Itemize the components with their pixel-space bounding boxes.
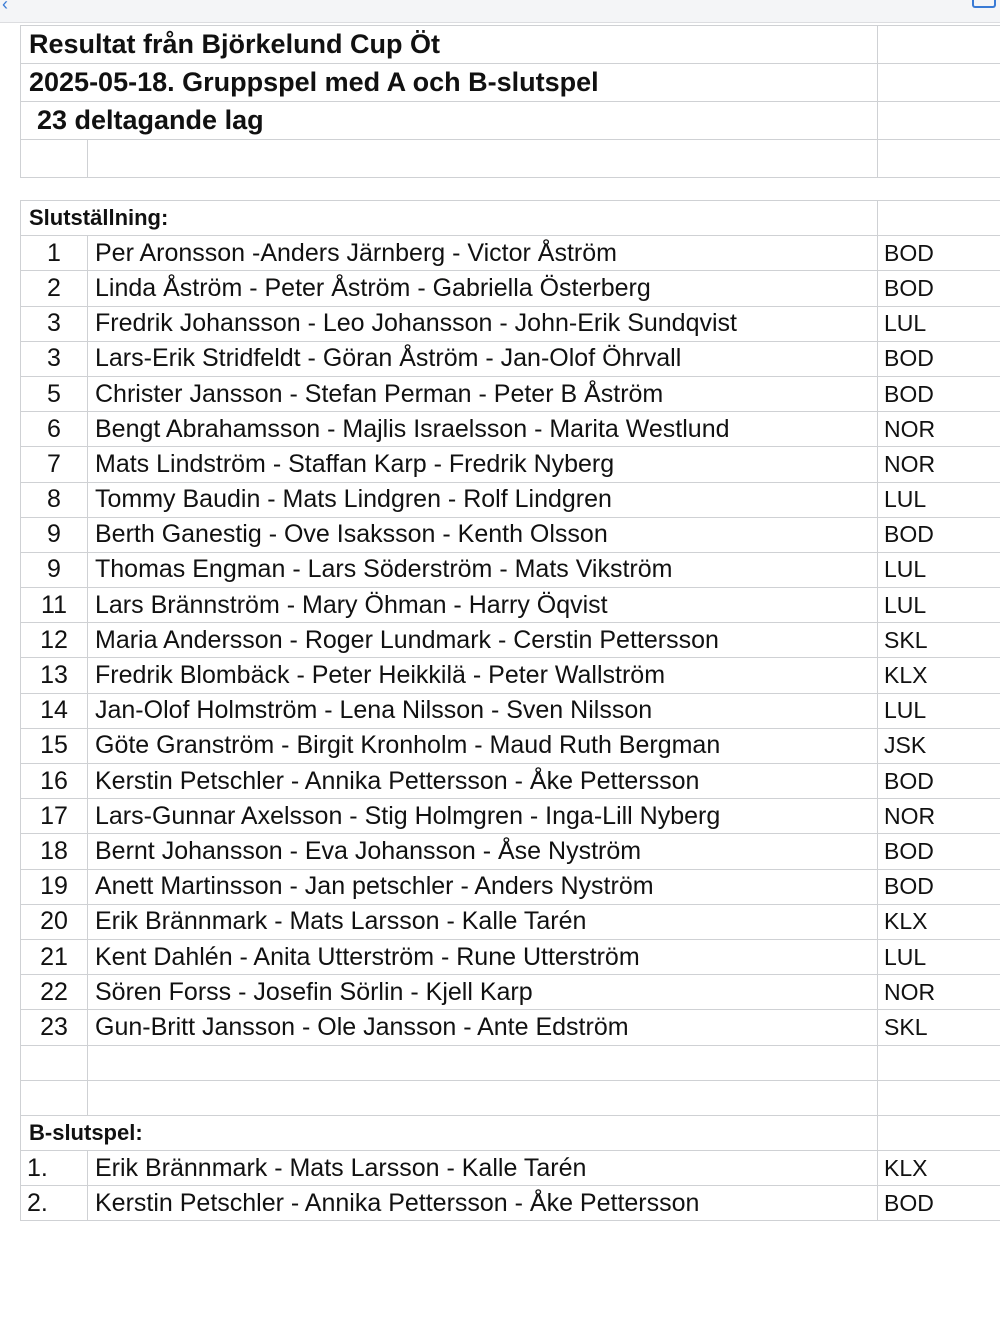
table-row [21, 412, 1000, 447]
place-cell: 14 [21, 693, 88, 728]
empty-row [21, 1080, 1000, 1115]
team-cell: Kerstin Petschler - Annika Pettersson - Åke Pettersson [88, 1186, 878, 1221]
table-row [21, 447, 1000, 482]
empty-row [21, 1045, 1000, 1080]
table-row [21, 975, 1000, 1010]
place-cell: 3 [21, 341, 88, 376]
team-cell: Mats Lindström - Staffan Karp - Fredrik Nyberg [88, 447, 878, 482]
team-cell: Berth Ganestig - Ove Isaksson - Kenth Olsson [88, 517, 878, 552]
club-cell: BOD [878, 517, 1000, 552]
team-cell: Bernt Johansson - Eva Johansson - Åse Nyström [88, 834, 878, 869]
club-cell: LUL [878, 939, 1000, 974]
table-row [21, 306, 1000, 341]
club-cell: BOD [878, 341, 1000, 376]
table-row [21, 517, 1000, 552]
place-cell: 1. [21, 1151, 88, 1186]
team-cell: Anett Martinsson - Jan petschler - Anders Nyström [88, 869, 878, 904]
club-cell: BOD [878, 376, 1000, 411]
team-cell: Lars-Gunnar Axelsson - Stig Holmgren - Inga-Lill Nyberg [88, 799, 878, 834]
table-row [21, 1186, 1000, 1221]
empty-cell [878, 201, 1000, 236]
place-cell: 12 [21, 623, 88, 658]
place-cell: 22 [21, 975, 88, 1010]
table-row [21, 552, 1000, 587]
place-cell: 15 [21, 728, 88, 763]
table-row [21, 658, 1000, 693]
place-cell: 5 [21, 376, 88, 411]
team-cell: Linda Åström - Peter Åström - Gabriella Österberg [88, 271, 878, 306]
section-row [21, 1115, 1000, 1150]
club-cell: NOR [878, 412, 1000, 447]
club-cell: BOD [878, 1186, 1000, 1221]
team-cell: Christer Jansson - Stefan Perman - Peter B Åström [88, 376, 878, 411]
table-row [21, 904, 1000, 939]
table-row [21, 869, 1000, 904]
empty-cell [878, 1115, 1000, 1150]
club-cell: BOD [878, 236, 1000, 271]
empty-cell [878, 1080, 1000, 1115]
team-cell: Erik Brännmark - Mats Larsson - Kalle Tarén [88, 1151, 878, 1186]
place-cell: 7 [21, 447, 88, 482]
table-row [21, 834, 1000, 869]
team-cell: Jan-Olof Holmström - Lena Nilsson - Sven Nilsson [88, 693, 878, 728]
club-cell: SKL [878, 1010, 1000, 1045]
team-cell: Thomas Engman - Lars Söderström - Mats Vikström [88, 552, 878, 587]
place-cell: 2. [21, 1186, 88, 1221]
club-cell: BOD [878, 834, 1000, 869]
place-cell: 9 [21, 517, 88, 552]
b-playoff-heading: B-slutspel: [21, 1115, 878, 1150]
team-cell: Gun-Britt Jansson - Ole Jansson - Ante Edström [88, 1010, 878, 1045]
team-cell: Kerstin Petschler - Annika Pettersson - Åke Pettersson [88, 764, 878, 799]
club-cell: NOR [878, 447, 1000, 482]
club-cell: BOD [878, 869, 1000, 904]
club-cell: LUL [878, 588, 1000, 623]
table-row [21, 588, 1000, 623]
share-icon[interactable] [972, 0, 996, 8]
team-cell: Sören Forss - Josefin Sörlin - Kjell Karp [88, 975, 878, 1010]
empty-cell [88, 140, 878, 178]
team-cell: Tommy Baudin - Mats Lindgren - Rolf Lindgren [88, 482, 878, 517]
club-cell: LUL [878, 482, 1000, 517]
place-cell: 21 [21, 939, 88, 974]
club-cell: NOR [878, 799, 1000, 834]
club-cell: LUL [878, 693, 1000, 728]
participant-count: 23 deltagande lag [21, 102, 878, 140]
place-cell: 11 [21, 588, 88, 623]
place-cell: 13 [21, 658, 88, 693]
place-cell: 9 [21, 552, 88, 587]
table-row [21, 236, 1000, 271]
header-table [20, 25, 1000, 178]
empty-cell [878, 26, 1000, 64]
club-cell: LUL [878, 306, 1000, 341]
table-row [21, 728, 1000, 763]
table-row [21, 764, 1000, 799]
table-row [21, 376, 1000, 411]
table-row [21, 623, 1000, 658]
place-cell: 2 [21, 271, 88, 306]
empty-cell [878, 140, 1000, 178]
table-row [21, 482, 1000, 517]
empty-cell [21, 1045, 88, 1080]
table-row [21, 1010, 1000, 1045]
club-cell: SKL [878, 623, 1000, 658]
club-cell: BOD [878, 271, 1000, 306]
team-cell: Maria Andersson - Roger Lundmark - Cerstin Pettersson [88, 623, 878, 658]
empty-cell [878, 102, 1000, 140]
empty-cell [878, 1045, 1000, 1080]
club-cell: KLX [878, 1151, 1000, 1186]
table-row [21, 693, 1000, 728]
place-cell: 20 [21, 904, 88, 939]
team-cell: Per Aronsson -Anders Järnberg - Victor Åström [88, 236, 878, 271]
empty-cell [21, 1080, 88, 1115]
team-cell: Fredrik Blombäck - Peter Heikkilä - Peter Wallström [88, 658, 878, 693]
place-cell: 23 [21, 1010, 88, 1045]
table-row [21, 1151, 1000, 1186]
place-cell: 18 [21, 834, 88, 869]
place-cell: 3 [21, 306, 88, 341]
team-cell: Lars Brännström - Mary Öhman - Harry Öqvist [88, 588, 878, 623]
empty-cell [878, 64, 1000, 102]
place-cell: 17 [21, 799, 88, 834]
results-table [20, 200, 1000, 1221]
table-row [21, 799, 1000, 834]
place-cell: 6 [21, 412, 88, 447]
club-cell: BOD [878, 764, 1000, 799]
page-title: Resultat från Björkelund Cup Öt [21, 26, 878, 64]
place-cell: 16 [21, 764, 88, 799]
back-chevron-icon[interactable]: ‹ [2, 0, 8, 14]
browser-top-bar [0, 0, 1000, 23]
team-cell: Lars-Erik Stridfeldt - Göran Åström - Jan-Olof Öhrvall [88, 341, 878, 376]
team-cell: Kent Dahlén - Anita Utterström - Rune Utterström [88, 939, 878, 974]
place-cell: 1 [21, 236, 88, 271]
team-cell: Erik Brännmark - Mats Larsson - Kalle Tarén [88, 904, 878, 939]
standings-heading: Slutställning: [21, 201, 878, 236]
table-row [21, 939, 1000, 974]
club-cell: NOR [878, 975, 1000, 1010]
team-cell: Göte Granström - Birgit Kronholm - Maud Ruth Bergman [88, 728, 878, 763]
club-cell: KLX [878, 904, 1000, 939]
place-cell: 8 [21, 482, 88, 517]
event-date-subtitle: 2025-05-18. Gruppspel med A och B-slutspel [21, 64, 878, 102]
table-row [21, 341, 1000, 376]
table-row [21, 271, 1000, 306]
club-cell: JSK [878, 728, 1000, 763]
team-cell: Bengt Abrahamsson - Majlis Israelsson - Marita Westlund [88, 412, 878, 447]
team-cell: Fredrik Johansson - Leo Johansson - John-Erik Sundqvist [88, 306, 878, 341]
club-cell: KLX [878, 658, 1000, 693]
place-cell: 19 [21, 869, 88, 904]
empty-cell [21, 140, 88, 178]
empty-cell [88, 1045, 878, 1080]
club-cell: LUL [878, 552, 1000, 587]
empty-cell [88, 1080, 878, 1115]
